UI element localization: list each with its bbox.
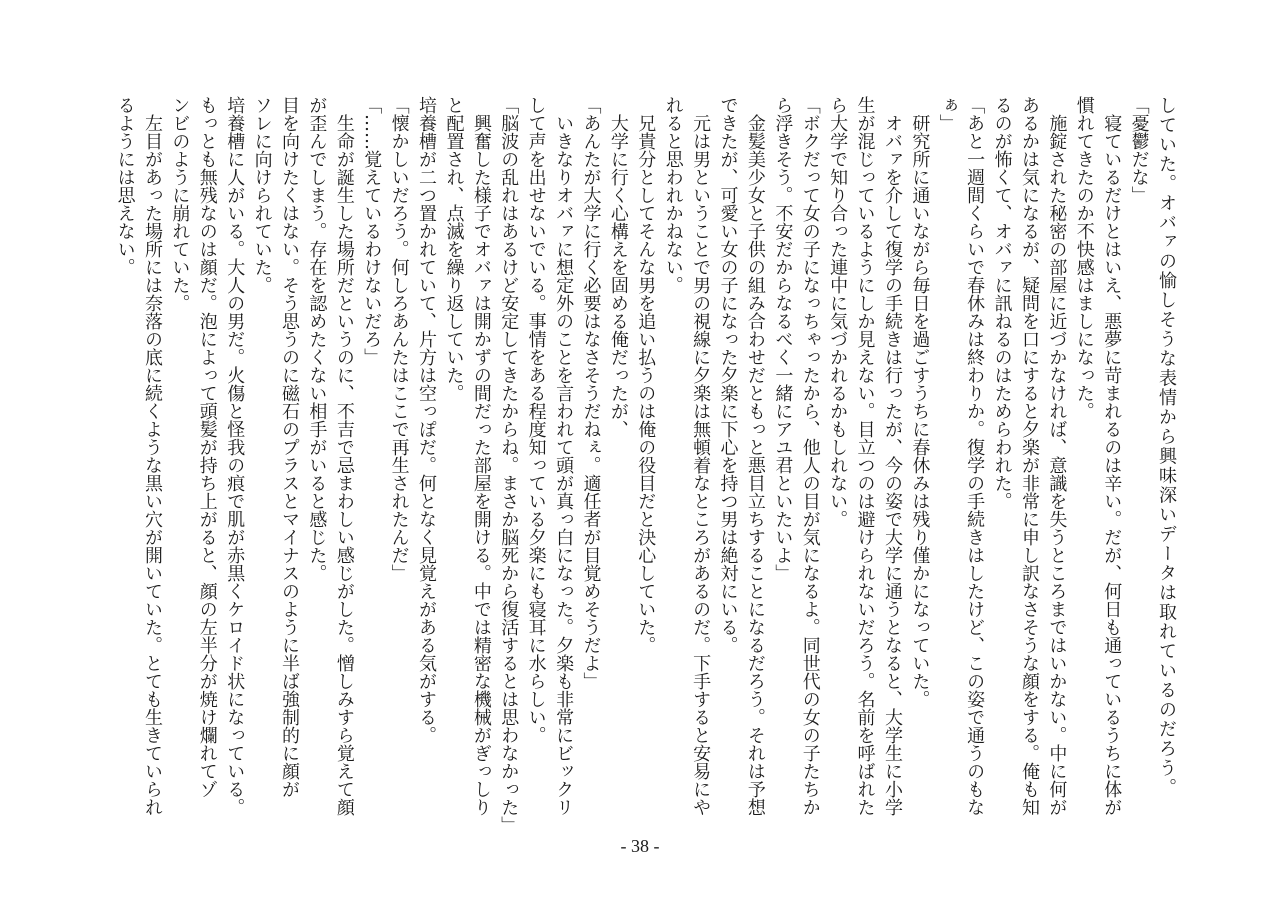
text-line: もっとも無残なのは顔だ。泡によって頭髪が持ち上がると、顔の左半分が焼け爛れてゾ — [196, 96, 218, 798]
text-line: 施錠された秘密の部屋に近づかなければ、意識を失うところまではいかない。中に何が — [1046, 96, 1068, 816]
text-line: 研究所に通いながら毎日を過ごすうちに春休みは残り僅かになっていた。 — [909, 96, 931, 708]
text-line: 兄貴分としてそんな男を追い払うのは俺の役目だと決心していた。 — [635, 96, 657, 654]
text-line: 「憂鬱だな」 — [1128, 96, 1150, 204]
text-line: していた。オバァの愉しそうな表情から興味深いデータは取れているのだろう。 — [1156, 96, 1177, 797]
text-line: できたが、可愛い女の子になった夕楽に下心を持つ男は絶対にいる。 — [717, 96, 739, 654]
text-line: 培養槽に人がいる。大人の男だ。火傷と怪我の痕で肌が赤黒くケロイド状になっている。 — [224, 96, 246, 816]
text-line: 「あんたが大学に行く必要はなさそうだねぇ。適任者が目覚めそうだよ」 — [580, 96, 602, 690]
text-line: オバァを介して復学の手続きは行ったが、今の姿で大学に通うとなると、大学生に小学 — [881, 96, 903, 816]
text-line: 「懐かしいだろう。何しろあんたはここで再生されたんだ」 — [388, 96, 410, 582]
text-line: して声を出せないでいる。事情をある程度知っている夕楽にも寝耳に水らしい。 — [525, 96, 547, 744]
text-line: 「あと一週間くらいで春休みは終わりか。復学の手続きはしたけど、この姿で通うのもな — [964, 96, 986, 816]
text-line: 寝ているだけとはいえ、悪夢に苛まれるのは辛い。だが、何日も通っているうちに体が — [1101, 96, 1123, 816]
text-line: 大学に行く心構えを固める俺だったが、 — [607, 96, 629, 438]
text-line: 生命が誕生した場所だというのに、不吉で忌まわしい感じがした。憎しみすら覚えて顔 — [333, 96, 355, 816]
text-line: 慣れてきたのか不快感はましになった。 — [1073, 96, 1095, 420]
text-line: 目を向けたくはない。そう思うのに磁石のプラスとマイナスのように半ば強制的に顔が — [279, 96, 300, 798]
text-line: ら浮きそう。不安だからなるべく一緒にアユ君といたいよ」 — [772, 96, 794, 582]
text-line: 「……覚えているわけないだろ」 — [361, 96, 383, 366]
text-line: いきなりオバァに想定外のことを言われて頭が真っ白になった。夕楽も非常にビックリ — [553, 96, 575, 816]
text-line: 「ボクだって女の子になっちゃったから、他人の目が気になるよ。同世代の女の子たちか — [799, 96, 821, 816]
text-line: 金髪美少女と子供の組み合わせだともっと悪目立ちすることになるだろう。それは予想 — [744, 96, 766, 816]
text-line: と配置され、点滅を繰り返していた。 — [443, 96, 465, 402]
text-line: 「脳波の乱れはあるけど安定してきたからね。まさか脳死から復活するとは思わなかった」 — [498, 96, 520, 834]
text-line: 左目があった場所には奈落の底に続くような黒い穴が開いていた。とても生きていられ — [141, 96, 163, 816]
text-line: 元は男ということで男の視線に夕楽は無頓着なところがあるのだ。下手すると安易にや — [690, 96, 712, 816]
text-line: 興奮した様子でオバァは開かずの間だった部屋を開ける。中では精密な機械がぎっしり — [470, 96, 492, 816]
page-number: - 38 - — [620, 836, 660, 856]
text-line: ンビのように崩れていた。 — [169, 96, 191, 312]
text-line: るのが怖くて、オバァに訊ねるのはためらわれた。 — [991, 96, 1013, 510]
text-line: れると思われかねない。 — [662, 96, 684, 294]
text-line: が歪んでしまう。存在を認めたくない相手がいると感じた。 — [306, 96, 328, 582]
text-line: ソレに向けられていた。 — [251, 96, 273, 294]
text-line: 培養槽が二つ置かれていて、片方は空っぽだ。何となく見覚えがある気がする。 — [416, 96, 438, 744]
text-line: ら大学で知り合った連中に気づかれるかもしれない。 — [827, 96, 849, 528]
text-line: るようには思えない。 — [114, 96, 136, 276]
text-line: ぁ」 — [936, 96, 958, 132]
text-line: 生が混じっているようにしか見えない。目立つのは避けられないだろう。名前を呼ばれた — [854, 96, 876, 816]
vertical-body-text — [100, 96, 1180, 834]
text-line: あるかは気になるが、疑問を口にすると夕楽が非常に申し訳なさそうな顔をする。俺も知 — [1018, 96, 1040, 816]
